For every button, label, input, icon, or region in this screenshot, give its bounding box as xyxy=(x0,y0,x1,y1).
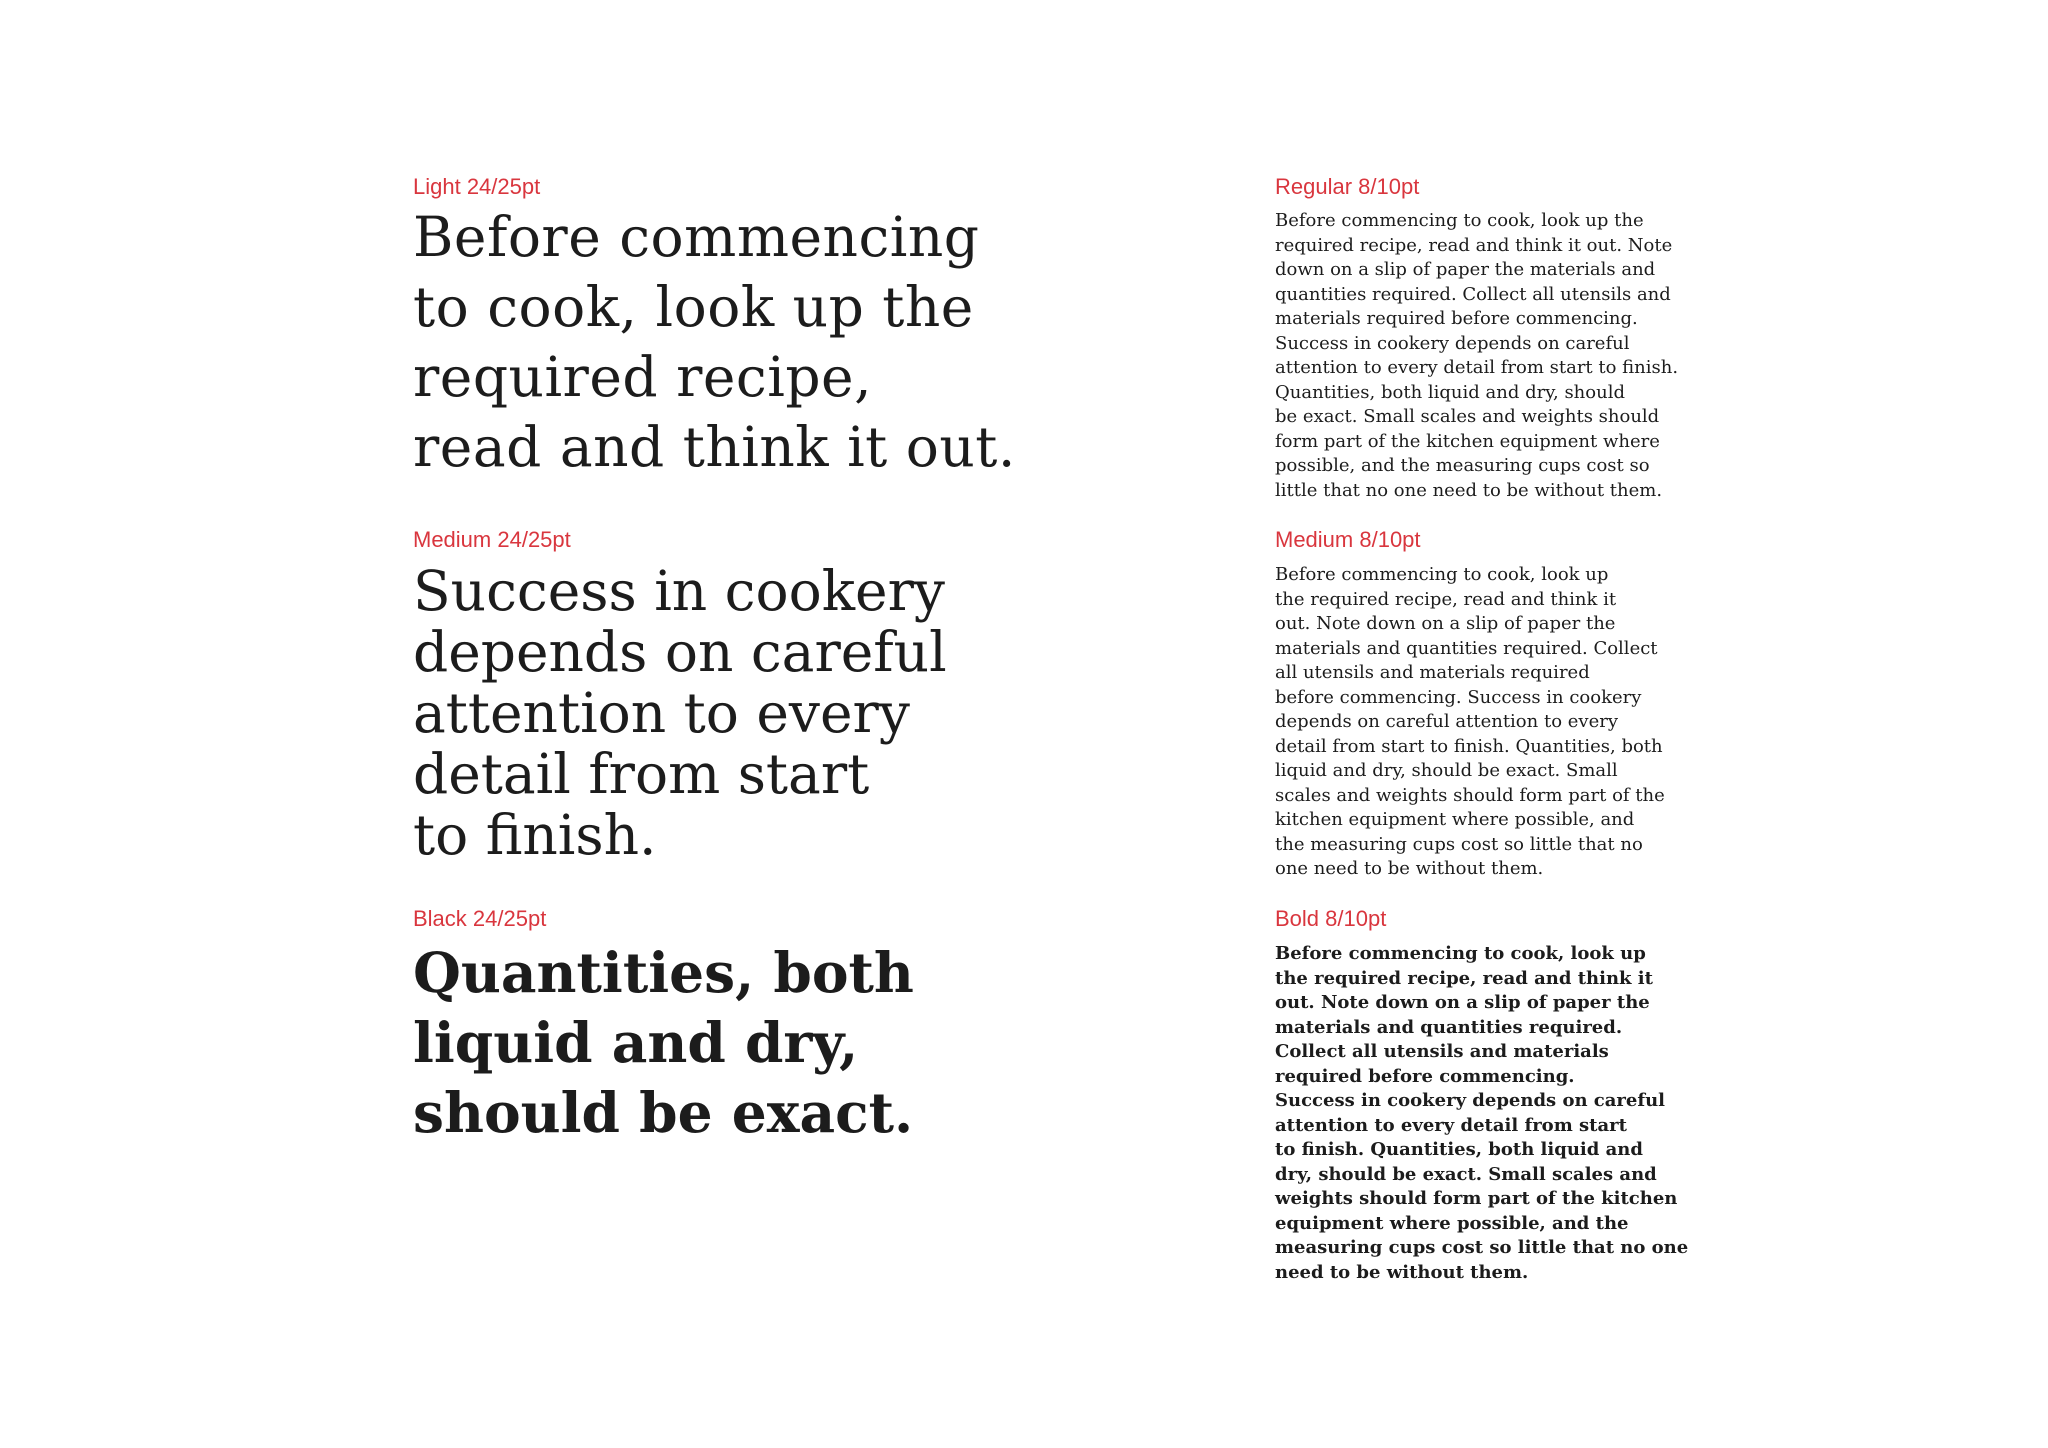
sample-text-regular-8-10: Before commencing to cook, look up the required recipe, read and think it out. Note down on a slip of paper the materials and quantities required. Collect all utensils and materials required before commencing. Success in cookery depends on careful attention to every detail from start to finish. Quantities, both liquid and dry, should be exact. Small scales and weights should form part of the kitchen equipment where possible, and the measuring cups cost so little that no one need to be without them. xyxy=(1275,210,1679,501)
weight-label-medium-24-25: Medium 24/25pt xyxy=(413,527,571,552)
sample-text-bold-8-10: Before commencing to cook, look up the required recipe, read and think it out. Note down on a slip of paper the materials and quantities required. Collect all utensils and materials required before commencing. Success in cookery depends on careful attention to every detail from start to finish. Quantities, both liquid and dry, should be exact. Small scales and weights should form part of the kitchen equipment where possible, and the measuring cups cost so little that no one need to be without them. xyxy=(1275,943,1689,1283)
weight-label-light-24-25: Light 24/25pt xyxy=(413,174,541,199)
weight-label-black-24-25: Black 24/25pt xyxy=(413,906,547,931)
sample-text-medium-8-10: Before commencing to cook, look up the required recipe, read and think it out. Note down on a slip of paper the materials and quantities required. Collect all utensils and materials required before commencing. Success in cookery depends on careful attention to every detail from start to finish. Quantities, both liquid and dry, should be exact. Small scales and weights should form part of the kitchen equipment where possible, and the measuring cups cost so little that no one need to be without them. xyxy=(1275,564,1665,879)
sample-text-light-24-25: Before commencing to cook, look up the required recipe, read and think it out. xyxy=(413,205,1016,479)
weight-label-bold-8-10: Bold 8/10pt xyxy=(1275,906,1387,931)
weight-label-medium-8-10: Medium 8/10pt xyxy=(1275,527,1421,552)
sample-text-black-24-25: Quantities, both liquid and dry, should be exact. xyxy=(413,940,914,1145)
weight-label-regular-8-10: Regular 8/10pt xyxy=(1275,174,1420,199)
sample-text-medium-24-25: Success in cookery depends on careful attention to every detail from start to finish. xyxy=(413,559,947,867)
